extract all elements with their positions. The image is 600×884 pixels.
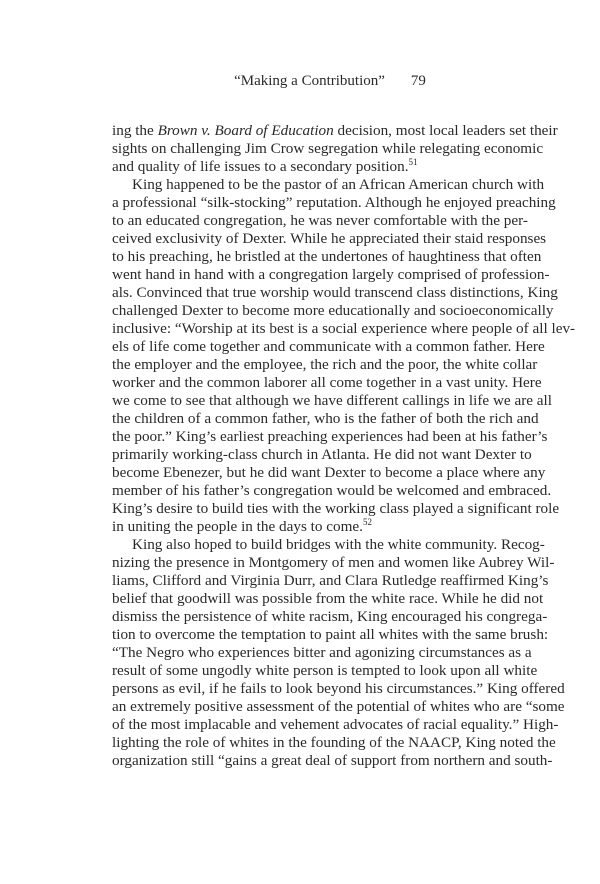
- text-fragment: persons as evil, if he fails to look beyond his circumstances.” King offered: [112, 680, 565, 697]
- text-fragment: els of life come together and communicate with a common father. Here: [112, 338, 545, 355]
- text-line: [112, 446, 532, 464]
- text-line: [112, 752, 553, 770]
- text-line: [112, 572, 549, 590]
- text-line: [112, 230, 547, 248]
- text-fragment: worker and the common laborer all come together in a vast unity. Here: [112, 374, 542, 391]
- text-fragment: primarily working-class church in Atlanta. He did not want Dexter to: [112, 446, 532, 463]
- text-line: [112, 266, 550, 284]
- text-line: [112, 500, 560, 518]
- text-line: [112, 410, 539, 428]
- text-line: [112, 338, 545, 356]
- text-fragment: ing the: [112, 122, 158, 139]
- text-fragment: we come to see that although we have different callings in life we are all: [112, 392, 552, 409]
- text-fragment: result of some ungodly white person is tempted to look upon all white: [112, 662, 538, 679]
- text-line: [112, 140, 544, 158]
- footnote-marker: 51: [408, 157, 418, 167]
- text-fragment: to an educated congregation, he was never comfortable with the per-: [112, 212, 528, 229]
- text-fragment: decision, most local leaders set their: [333, 122, 558, 139]
- text-line: [112, 320, 576, 338]
- text-line: [112, 482, 552, 500]
- text-fragment: become Ebenezer, but he did want Dexter to become a place where any: [112, 464, 546, 481]
- text-fragment: “The Negro who experiences bitter and agonizing circumstances as a: [112, 644, 532, 661]
- text-line: [112, 428, 548, 446]
- text-line: [112, 464, 546, 482]
- text-line: [112, 554, 555, 572]
- text-fragment: of the most implacable and vehement advocates of racial equality.” High-: [112, 716, 559, 733]
- text-fragment: lighting the role of whites in the founding of the NAACP, King noted the: [112, 734, 556, 751]
- text-line: [112, 662, 538, 680]
- text-fragment: King happened to be the pastor of an African American church with: [132, 176, 545, 193]
- text-fragment: challenged Dexter to become more educationally and socioeconomically: [112, 302, 554, 319]
- text-fragment: belief that goodwill was possible from the white race. While he did not: [112, 590, 544, 607]
- text-line: [112, 392, 552, 410]
- text-line: [112, 158, 514, 176]
- text-fragment: nizing the presence in Montgomery of men and women like Aubrey Wil-: [112, 554, 555, 571]
- text-fragment: sights on challenging Jim Crow segregation while relegating economic: [112, 140, 544, 157]
- text-fragment: King also hoped to build bridges with the white community. Recog-: [132, 536, 545, 553]
- text-line: [112, 356, 538, 374]
- text-line: [112, 284, 558, 302]
- text-fragment: the children of a common father, who is the father of both the rich and: [112, 410, 539, 427]
- text-fragment: tion to overcome the temptation to paint all whites with the same brush:: [112, 626, 549, 643]
- text-fragment: als. Convinced that true worship would transcend class distinctions, King: [112, 284, 558, 301]
- text-fragment: went hand in hand with a congregation largely comprised of profession-: [112, 266, 550, 283]
- text-fragment: inclusive: “Worship at its best is a social experience where people of all lev-: [112, 320, 576, 337]
- text-line: [112, 212, 528, 230]
- text-line: [112, 122, 558, 140]
- text-line: [112, 698, 565, 716]
- body-text: [112, 122, 576, 770]
- text-line: [112, 302, 554, 320]
- text-line: [112, 194, 556, 212]
- text-fragment: to his preaching, he bristled at the undertones of haughtiness that often: [112, 248, 542, 265]
- running-header: [0, 73, 600, 90]
- text-fragment: an extremely positive assessment of the potential of whites who are “some: [112, 698, 565, 715]
- page-number: 79: [410, 73, 426, 89]
- text-line: [112, 716, 559, 734]
- text-line: [112, 680, 565, 698]
- text-fragment: the poor.” King’s earliest preaching experiences had been at his father’s: [112, 428, 548, 445]
- text-fragment: in uniting the people in the days to come.: [112, 518, 363, 535]
- italic-title: Brown v. Board of Education: [157, 122, 334, 139]
- text-fragment: the employer and the employee, the rich and the poor, the white collar: [112, 356, 538, 373]
- text-fragment: King’s desire to build ties with the working class played a significant role: [112, 500, 560, 517]
- text-line: [112, 644, 532, 662]
- text-line: [112, 248, 542, 266]
- running-title: “Making a Contribution”: [234, 73, 385, 89]
- text-line: [112, 734, 556, 752]
- text-fragment: member of his father’s congregation would be welcomed and embraced.: [112, 482, 552, 499]
- footnote-marker: 52: [362, 517, 372, 527]
- text-fragment: organization still “gains a great deal of support from northern and south-: [112, 752, 553, 769]
- text-fragment: and quality of life issues to a secondary position.: [112, 158, 409, 175]
- text-line: [112, 590, 544, 608]
- text-fragment: ceived exclusivity of Dexter. While he appreciated their staid responses: [112, 230, 547, 247]
- text-fragment: a professional “silk-stocking” reputation. Although he enjoyed preaching: [112, 194, 556, 211]
- text-fragment: liams, Clifford and Virginia Durr, and Clara Rutledge reaffirmed King’s: [112, 572, 549, 589]
- text-line: [112, 176, 545, 194]
- text-line: [112, 374, 542, 392]
- text-line: [112, 626, 549, 644]
- text-line: [112, 608, 548, 626]
- text-fragment: dismiss the persistence of white racism, King encouraged his congrega-: [112, 608, 548, 625]
- text-line: [112, 518, 514, 536]
- text-line: [112, 536, 545, 554]
